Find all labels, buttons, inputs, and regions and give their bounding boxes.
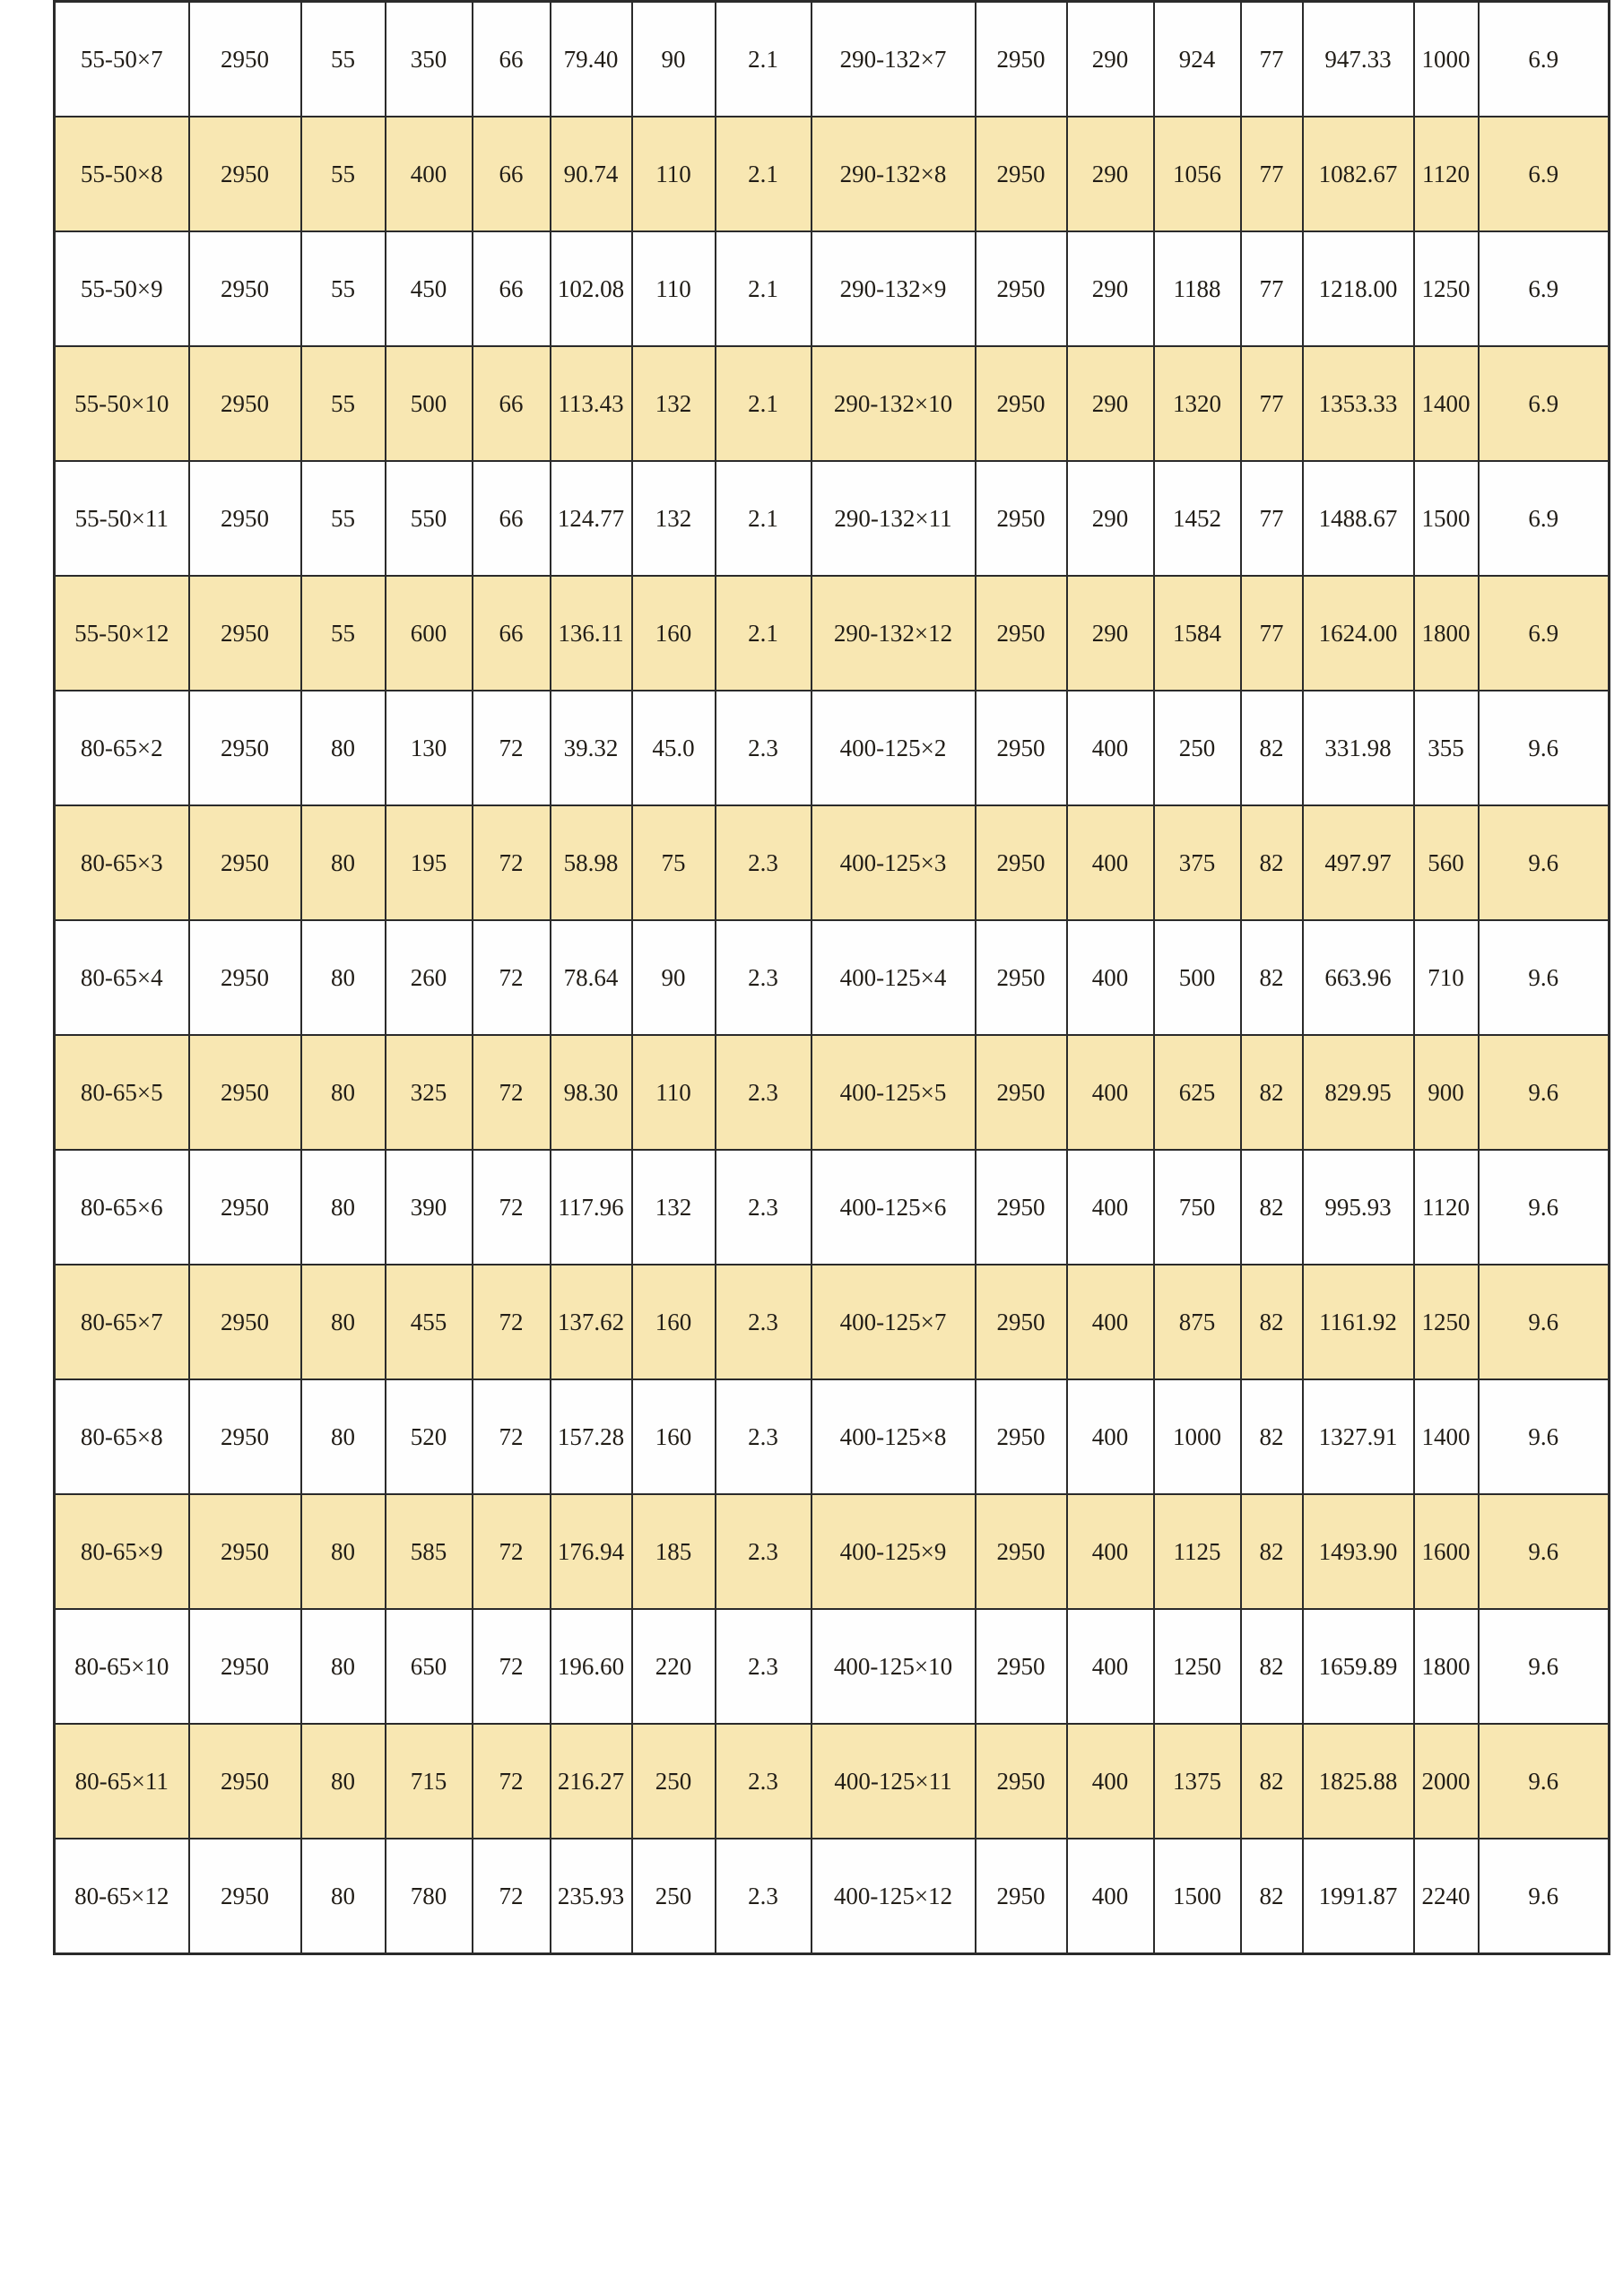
value-cell: 9.6 <box>1479 1150 1610 1265</box>
value-cell: 132 <box>632 346 716 461</box>
pump-spec-table <box>53 0 1610 1955</box>
value-cell: 82 <box>1241 1494 1303 1609</box>
value-cell: 250 <box>632 1724 716 1839</box>
value-cell: 400 <box>1067 1035 1154 1150</box>
model-cell: 55-50×7 <box>55 2 189 117</box>
value-cell: 2950 <box>189 576 301 691</box>
value-cell: 2950 <box>976 805 1067 920</box>
value-cell: 2.3 <box>716 1265 812 1379</box>
value-cell: 58.98 <box>551 805 632 920</box>
table-row <box>55 1839 1610 1954</box>
value-cell: 80 <box>301 1494 386 1609</box>
table-row <box>55 1035 1610 1150</box>
value-cell: 290 <box>1067 231 1154 346</box>
value-cell: 6.9 <box>1479 2 1610 117</box>
value-cell: 1452 <box>1154 461 1241 576</box>
value-cell: 1082.67 <box>1303 117 1414 231</box>
value-cell: 82 <box>1241 1035 1303 1150</box>
value-cell: 400 <box>1067 691 1154 805</box>
value-cell: 235.93 <box>551 1839 632 1954</box>
value-cell: 72 <box>473 1494 551 1609</box>
value-cell: 1624.00 <box>1303 576 1414 691</box>
value-cell: 663.96 <box>1303 920 1414 1035</box>
value-cell: 1800 <box>1414 1609 1479 1724</box>
value-cell: 80 <box>301 1035 386 1150</box>
model-cell: 400-125×12 <box>812 1839 976 1954</box>
value-cell: 1493.90 <box>1303 1494 1414 1609</box>
value-cell: 6.9 <box>1479 117 1610 231</box>
value-cell: 9.6 <box>1479 1265 1610 1379</box>
value-cell: 1825.88 <box>1303 1724 1414 1839</box>
value-cell: 110 <box>632 1035 716 1150</box>
value-cell: 2.1 <box>716 117 812 231</box>
value-cell: 2950 <box>189 1265 301 1379</box>
value-cell: 2950 <box>189 2 301 117</box>
value-cell: 82 <box>1241 1724 1303 1839</box>
model-cell: 80-65×10 <box>55 1609 189 1724</box>
model-cell: 290-132×8 <box>812 117 976 231</box>
value-cell: 497.97 <box>1303 805 1414 920</box>
value-cell: 77 <box>1241 461 1303 576</box>
model-cell: 55-50×8 <box>55 117 189 231</box>
model-cell: 55-50×12 <box>55 576 189 691</box>
value-cell: 82 <box>1241 1150 1303 1265</box>
value-cell: 80 <box>301 1379 386 1494</box>
model-cell: 400-125×3 <box>812 805 976 920</box>
value-cell: 1250 <box>1154 1609 1241 1724</box>
table-row <box>55 1494 1610 1609</box>
table-row <box>55 461 1610 576</box>
value-cell: 160 <box>632 1265 716 1379</box>
value-cell: 80 <box>301 1724 386 1839</box>
value-cell: 1500 <box>1414 461 1479 576</box>
value-cell: 1400 <box>1414 346 1479 461</box>
value-cell: 875 <box>1154 1265 1241 1379</box>
value-cell: 90 <box>632 920 716 1035</box>
value-cell: 72 <box>473 1265 551 1379</box>
value-cell: 1250 <box>1414 1265 1479 1379</box>
value-cell: 2950 <box>189 1150 301 1265</box>
value-cell: 82 <box>1241 1265 1303 1379</box>
model-cell: 400-125×4 <box>812 920 976 1035</box>
value-cell: 80 <box>301 691 386 805</box>
model-cell: 400-125×9 <box>812 1494 976 1609</box>
value-cell: 157.28 <box>551 1379 632 1494</box>
value-cell: 2950 <box>976 1609 1067 1724</box>
value-cell: 9.6 <box>1479 1379 1610 1494</box>
value-cell: 750 <box>1154 1150 1241 1265</box>
value-cell: 160 <box>632 1379 716 1494</box>
value-cell: 6.9 <box>1479 461 1610 576</box>
value-cell: 2950 <box>976 1150 1067 1265</box>
model-cell: 400-125×6 <box>812 1150 976 1265</box>
model-cell: 290-132×7 <box>812 2 976 117</box>
value-cell: 160 <box>632 576 716 691</box>
value-cell: 2240 <box>1414 1839 1479 1954</box>
table-row <box>55 2 1610 117</box>
value-cell: 2.3 <box>716 1035 812 1150</box>
value-cell: 290 <box>1067 346 1154 461</box>
value-cell: 2950 <box>976 1724 1067 1839</box>
value-cell: 1000 <box>1154 1379 1241 1494</box>
value-cell: 82 <box>1241 805 1303 920</box>
value-cell: 72 <box>473 1724 551 1839</box>
value-cell: 90.74 <box>551 117 632 231</box>
value-cell: 82 <box>1241 920 1303 1035</box>
value-cell: 2950 <box>189 1839 301 1954</box>
model-cell: 400-125×5 <box>812 1035 976 1150</box>
value-cell: 355 <box>1414 691 1479 805</box>
value-cell: 9.6 <box>1479 1839 1610 1954</box>
value-cell: 290 <box>1067 2 1154 117</box>
value-cell: 1584 <box>1154 576 1241 691</box>
value-cell: 1327.91 <box>1303 1379 1414 1494</box>
model-cell: 80-65×4 <box>55 920 189 1035</box>
value-cell: 72 <box>473 805 551 920</box>
value-cell: 39.32 <box>551 691 632 805</box>
model-cell: 400-125×11 <box>812 1724 976 1839</box>
value-cell: 2950 <box>189 1609 301 1724</box>
value-cell: 185 <box>632 1494 716 1609</box>
value-cell: 585 <box>386 1494 473 1609</box>
value-cell: 72 <box>473 1839 551 1954</box>
value-cell: 2.1 <box>716 231 812 346</box>
value-cell: 137.62 <box>551 1265 632 1379</box>
value-cell: 110 <box>632 231 716 346</box>
value-cell: 72 <box>473 691 551 805</box>
value-cell: 2.3 <box>716 1724 812 1839</box>
value-cell: 1250 <box>1414 231 1479 346</box>
value-cell: 947.33 <box>1303 2 1414 117</box>
value-cell: 80 <box>301 1150 386 1265</box>
value-cell: 550 <box>386 461 473 576</box>
value-cell: 650 <box>386 1609 473 1724</box>
table-row <box>55 1150 1610 1265</box>
value-cell: 829.95 <box>1303 1035 1414 1150</box>
model-cell: 80-65×2 <box>55 691 189 805</box>
value-cell: 325 <box>386 1035 473 1150</box>
value-cell: 2950 <box>189 117 301 231</box>
value-cell: 2.1 <box>716 2 812 117</box>
value-cell: 520 <box>386 1379 473 1494</box>
value-cell: 124.77 <box>551 461 632 576</box>
value-cell: 72 <box>473 920 551 1035</box>
value-cell: 9.6 <box>1479 691 1610 805</box>
value-cell: 1991.87 <box>1303 1839 1414 1954</box>
value-cell: 80 <box>301 1839 386 1954</box>
value-cell: 66 <box>473 461 551 576</box>
value-cell: 66 <box>473 231 551 346</box>
model-cell: 290-132×10 <box>812 346 976 461</box>
value-cell: 2950 <box>189 691 301 805</box>
value-cell: 250 <box>1154 691 1241 805</box>
model-cell: 290-132×11 <box>812 461 976 576</box>
value-cell: 455 <box>386 1265 473 1379</box>
value-cell: 1600 <box>1414 1494 1479 1609</box>
value-cell: 2950 <box>189 461 301 576</box>
value-cell: 390 <box>386 1150 473 1265</box>
value-cell: 2.3 <box>716 1379 812 1494</box>
model-cell: 400-125×2 <box>812 691 976 805</box>
value-cell: 1375 <box>1154 1724 1241 1839</box>
pump-spec-table-container <box>53 0 1610 1955</box>
value-cell: 1120 <box>1414 1150 1479 1265</box>
value-cell: 625 <box>1154 1035 1241 1150</box>
value-cell: 600 <box>386 576 473 691</box>
value-cell: 1125 <box>1154 1494 1241 1609</box>
value-cell: 98.30 <box>551 1035 632 1150</box>
value-cell: 102.08 <box>551 231 632 346</box>
value-cell: 132 <box>632 461 716 576</box>
model-cell: 80-65×8 <box>55 1379 189 1494</box>
value-cell: 2950 <box>189 1724 301 1839</box>
value-cell: 2950 <box>189 1035 301 1150</box>
value-cell: 260 <box>386 920 473 1035</box>
table-row <box>55 805 1610 920</box>
value-cell: 400 <box>1067 1839 1154 1954</box>
value-cell: 82 <box>1241 1839 1303 1954</box>
value-cell: 77 <box>1241 346 1303 461</box>
value-cell: 400 <box>1067 1265 1154 1379</box>
value-cell: 2950 <box>976 346 1067 461</box>
value-cell: 195 <box>386 805 473 920</box>
value-cell: 2.3 <box>716 920 812 1035</box>
value-cell: 450 <box>386 231 473 346</box>
value-cell: 2950 <box>976 1839 1067 1954</box>
model-cell: 80-65×3 <box>55 805 189 920</box>
model-cell: 80-65×5 <box>55 1035 189 1150</box>
value-cell: 55 <box>301 346 386 461</box>
value-cell: 132 <box>632 1150 716 1265</box>
value-cell: 2.1 <box>716 461 812 576</box>
value-cell: 2.1 <box>716 576 812 691</box>
value-cell: 2950 <box>189 1379 301 1494</box>
value-cell: 2950 <box>976 1265 1067 1379</box>
value-cell: 2950 <box>976 1379 1067 1494</box>
value-cell: 400 <box>1067 1724 1154 1839</box>
value-cell: 82 <box>1241 1379 1303 1494</box>
value-cell: 117.96 <box>551 1150 632 1265</box>
model-cell: 80-65×11 <box>55 1724 189 1839</box>
value-cell: 66 <box>473 576 551 691</box>
model-cell: 80-65×9 <box>55 1494 189 1609</box>
value-cell: 90 <box>632 2 716 117</box>
table-row <box>55 231 1610 346</box>
value-cell: 400 <box>1067 1379 1154 1494</box>
table-row <box>55 1724 1610 1839</box>
value-cell: 80 <box>301 805 386 920</box>
value-cell: 2950 <box>976 2 1067 117</box>
value-cell: 136.11 <box>551 576 632 691</box>
value-cell: 6.9 <box>1479 346 1610 461</box>
value-cell: 1188 <box>1154 231 1241 346</box>
value-cell: 2.3 <box>716 805 812 920</box>
value-cell: 82 <box>1241 691 1303 805</box>
value-cell: 350 <box>386 2 473 117</box>
model-cell: 290-132×12 <box>812 576 976 691</box>
value-cell: 80 <box>301 1265 386 1379</box>
value-cell: 77 <box>1241 2 1303 117</box>
value-cell: 1320 <box>1154 346 1241 461</box>
model-cell: 290-132×9 <box>812 231 976 346</box>
value-cell: 1161.92 <box>1303 1265 1414 1379</box>
value-cell: 72 <box>473 1035 551 1150</box>
value-cell: 82 <box>1241 1609 1303 1724</box>
value-cell: 500 <box>386 346 473 461</box>
value-cell: 2950 <box>189 231 301 346</box>
value-cell: 1353.33 <box>1303 346 1414 461</box>
value-cell: 75 <box>632 805 716 920</box>
value-cell: 55 <box>301 117 386 231</box>
model-cell: 400-125×8 <box>812 1379 976 1494</box>
value-cell: 9.6 <box>1479 1724 1610 1839</box>
table-row <box>55 346 1610 461</box>
model-cell: 400-125×10 <box>812 1609 976 1724</box>
value-cell: 290 <box>1067 117 1154 231</box>
value-cell: 9.6 <box>1479 1035 1610 1150</box>
value-cell: 80 <box>301 1609 386 1724</box>
value-cell: 78.64 <box>551 920 632 1035</box>
value-cell: 1056 <box>1154 117 1241 231</box>
value-cell: 9.6 <box>1479 1609 1610 1724</box>
value-cell: 560 <box>1414 805 1479 920</box>
model-cell: 55-50×11 <box>55 461 189 576</box>
value-cell: 77 <box>1241 117 1303 231</box>
value-cell: 290 <box>1067 576 1154 691</box>
value-cell: 1659.89 <box>1303 1609 1414 1724</box>
value-cell: 900 <box>1414 1035 1479 1150</box>
table-row <box>55 1609 1610 1724</box>
value-cell: 72 <box>473 1609 551 1724</box>
model-cell: 55-50×9 <box>55 231 189 346</box>
value-cell: 2950 <box>189 805 301 920</box>
value-cell: 1400 <box>1414 1379 1479 1494</box>
value-cell: 375 <box>1154 805 1241 920</box>
value-cell: 2950 <box>976 920 1067 1035</box>
value-cell: 2.3 <box>716 1839 812 1954</box>
value-cell: 2950 <box>189 346 301 461</box>
value-cell: 113.43 <box>551 346 632 461</box>
value-cell: 2.3 <box>716 1494 812 1609</box>
value-cell: 400 <box>1067 1609 1154 1724</box>
table-row <box>55 920 1610 1035</box>
value-cell: 1488.67 <box>1303 461 1414 576</box>
value-cell: 1000 <box>1414 2 1479 117</box>
model-cell: 55-50×10 <box>55 346 189 461</box>
value-cell: 2.3 <box>716 1609 812 1724</box>
value-cell: 80 <box>301 920 386 1035</box>
value-cell: 710 <box>1414 920 1479 1035</box>
pump-spec-table-body <box>55 2 1610 1954</box>
value-cell: 500 <box>1154 920 1241 1035</box>
table-row <box>55 1265 1610 1379</box>
value-cell: 9.6 <box>1479 1494 1610 1609</box>
value-cell: 400 <box>1067 1150 1154 1265</box>
value-cell: 780 <box>386 1839 473 1954</box>
value-cell: 66 <box>473 346 551 461</box>
value-cell: 924 <box>1154 2 1241 117</box>
value-cell: 9.6 <box>1479 920 1610 1035</box>
value-cell: 55 <box>301 576 386 691</box>
value-cell: 715 <box>386 1724 473 1839</box>
value-cell: 55 <box>301 461 386 576</box>
value-cell: 216.27 <box>551 1724 632 1839</box>
value-cell: 400 <box>1067 1494 1154 1609</box>
value-cell: 331.98 <box>1303 691 1414 805</box>
value-cell: 110 <box>632 117 716 231</box>
value-cell: 2950 <box>976 231 1067 346</box>
value-cell: 66 <box>473 117 551 231</box>
table-row <box>55 117 1610 231</box>
value-cell: 400 <box>386 117 473 231</box>
value-cell: 995.93 <box>1303 1150 1414 1265</box>
value-cell: 2950 <box>976 117 1067 231</box>
value-cell: 77 <box>1241 576 1303 691</box>
value-cell: 2.1 <box>716 346 812 461</box>
table-row <box>55 576 1610 691</box>
value-cell: 2950 <box>189 1494 301 1609</box>
value-cell: 6.9 <box>1479 231 1610 346</box>
value-cell: 2950 <box>976 461 1067 576</box>
value-cell: 55 <box>301 2 386 117</box>
value-cell: 2950 <box>976 691 1067 805</box>
model-cell: 80-65×7 <box>55 1265 189 1379</box>
value-cell: 1218.00 <box>1303 231 1414 346</box>
value-cell: 250 <box>632 1839 716 1954</box>
value-cell: 9.6 <box>1479 805 1610 920</box>
value-cell: 130 <box>386 691 473 805</box>
table-row <box>55 1379 1610 1494</box>
value-cell: 2950 <box>976 576 1067 691</box>
value-cell: 2.3 <box>716 691 812 805</box>
value-cell: 220 <box>632 1609 716 1724</box>
value-cell: 79.40 <box>551 2 632 117</box>
value-cell: 2950 <box>189 920 301 1035</box>
value-cell: 72 <box>473 1150 551 1265</box>
value-cell: 400 <box>1067 805 1154 920</box>
value-cell: 45.0 <box>632 691 716 805</box>
table-row <box>55 691 1610 805</box>
value-cell: 6.9 <box>1479 576 1610 691</box>
value-cell: 66 <box>473 2 551 117</box>
value-cell: 176.94 <box>551 1494 632 1609</box>
value-cell: 290 <box>1067 461 1154 576</box>
value-cell: 400 <box>1067 920 1154 1035</box>
value-cell: 196.60 <box>551 1609 632 1724</box>
value-cell: 2000 <box>1414 1724 1479 1839</box>
value-cell: 1120 <box>1414 117 1479 231</box>
value-cell: 2950 <box>976 1494 1067 1609</box>
model-cell: 400-125×7 <box>812 1265 976 1379</box>
value-cell: 2.3 <box>716 1150 812 1265</box>
model-cell: 80-65×12 <box>55 1839 189 1954</box>
value-cell: 1800 <box>1414 576 1479 691</box>
value-cell: 1500 <box>1154 1839 1241 1954</box>
value-cell: 72 <box>473 1379 551 1494</box>
value-cell: 2950 <box>976 1035 1067 1150</box>
value-cell: 77 <box>1241 231 1303 346</box>
model-cell: 80-65×6 <box>55 1150 189 1265</box>
value-cell: 55 <box>301 231 386 346</box>
